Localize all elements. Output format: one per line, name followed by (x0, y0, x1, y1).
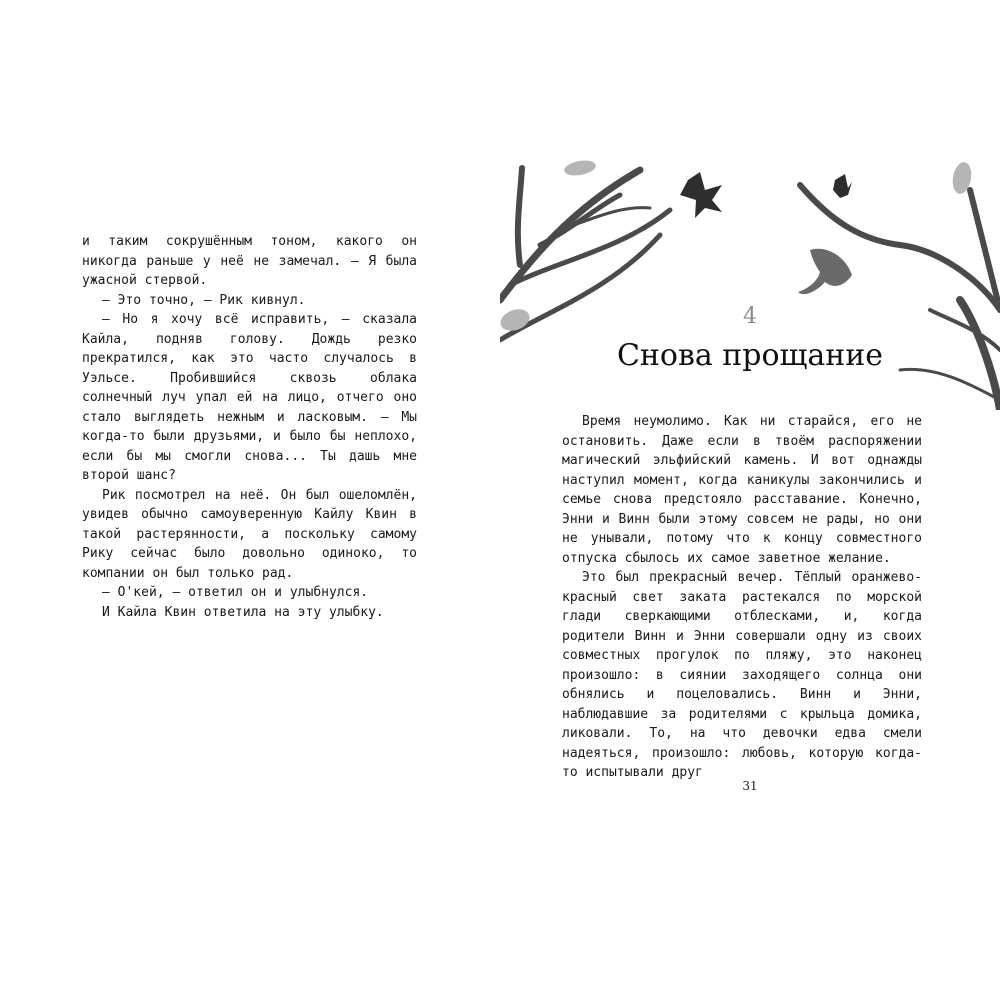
paragraph: Это был прекрасный вечер. Тёплый оранжево-красный свет заката растекался по морской глади сверкающими отблесками, и, когда родители Винн и Энни совершали одну из своих совместных прогулок по пляжу, это наконец произошло: в сиянии заходящего солнца они обнялись и поцеловались. Винн и Энни, наблюдавшие за родителями с крыльца домика, ликовали. То, на что девочки едва смели надеяться, произошло: любовь, которую когда-то испытывали друг (562, 570, 922, 780)
left-page-text (82, 232, 417, 622)
paragraph: Время неумолимо. Как ни старайся, его не остановить. Даже если в твоём распоряжении магический эльфийский камень. И вот однажды наступил момент, когда каникулы закончились и семье снова предстояло расставание. Конечно, Энни и Винн были этому совсем не рады, но они не унывали, потому что к концу совместного отпуска сбылось их самое заветное желание. (562, 414, 922, 566)
right-page (500, 0, 1000, 1000)
page-number: 31 (742, 779, 758, 793)
bird-icon (680, 172, 722, 218)
chapter-number: 4 (743, 304, 757, 329)
right-branches (800, 185, 1000, 410)
paragraph: — Но я хочу всё исправить, — сказала Кайла, подняв голову. Дождь резко прекратился, как это часто случалось в Уэльсе. Пробившийся сквозь облака солнечный луч упал ей на лицо, отчего оно стало выглядеть нежным и ласковым. — Мы когда-то были друзьями, и было бы неплохо, если бы мы смогли снова... Ты дашь мне второй шанс? (82, 312, 417, 483)
paragraph: Рик посмотрел на неё. Он был ошеломлён, увидев обычно самоуверенную Кайлу Квин в такой растерянности, а поскольку самому Рику сейчас было довольно одиноко, то компании он был только рад. (82, 487, 417, 581)
swallow-icon (798, 249, 852, 294)
paragraph: — О'кей, — ответил он и улыбнулся. (102, 585, 369, 600)
paragraph: И Кайла Квин ответила на эту улыбку. (102, 604, 384, 620)
bird-icon (833, 174, 852, 198)
chapter-title: Снова прощание (616, 338, 884, 373)
paragraph: — Это точно, — Рик кивнул. (102, 292, 306, 308)
paragraph: и таким сокрушённым тоном, какого он никогда раньше у неё не замечал. — Я была ужасной стервой. (82, 234, 417, 288)
right-page-text (562, 412, 922, 783)
